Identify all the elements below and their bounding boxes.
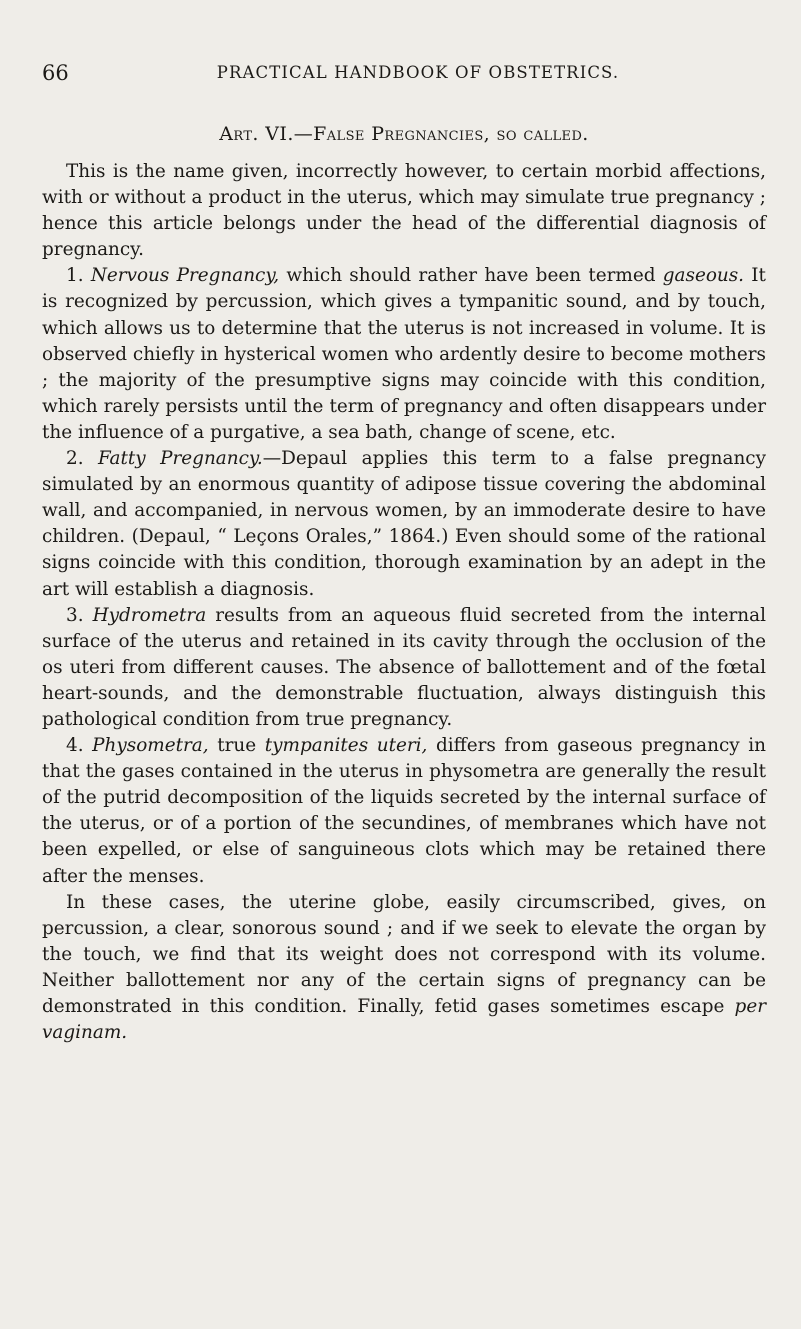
paragraph-intro — [42, 159, 766, 263]
running-head — [42, 60, 766, 86]
term-gaseous: gaseous. — [662, 265, 745, 287]
term-hydrometra: Hydrometra — [92, 604, 207, 626]
paragraph-text: results from an aqueous fluid secreted from the internal surface of the uterus and retained in its cavity through the occlusion of the os uteri from different causes. The absence of ballottement and of the fœtal heart-sounds, and the demonstrable fluctuation, always distinguish this pathological condition from true pregnancy. — [42, 604, 766, 730]
paragraph-text: true — [217, 735, 257, 757]
paragraph-hydrometra — [42, 603, 766, 733]
paragraph-physometra — [42, 733, 766, 890]
paragraph-text: which should rather have been termed — [286, 265, 656, 287]
term-fatty-pregnancy: Fatty Pregnancy. — [98, 448, 263, 470]
item-number: 1. — [66, 265, 84, 287]
article-heading — [42, 121, 766, 147]
item-number: 3. — [66, 604, 84, 626]
paragraph-text: This is the name given, incorrectly however, to certain morbid affections, with or without a product in the uterus, which may simulate true pregnancy ; hence this article belongs under the head of the differential diagnosis of pregnancy. — [42, 161, 766, 261]
paragraph-text: differs from gaseous pregnancy in that the gases contained in the uterus in physometra are generally the result of the putrid decomposition of the liquids secreted by the internal surface of the uterus, or of a portion of the secundines, of membranes which have not been expelled, or else of sanguineous clots which may be retained there after the menses. — [42, 735, 766, 887]
term-per-vaginam: per vaginam. — [42, 996, 766, 1044]
body-text — [42, 159, 766, 1046]
paragraph-physometra-signs — [42, 890, 766, 1047]
page-number: 66 — [42, 61, 69, 85]
article-title: False Pregnancies, so called. — [313, 123, 589, 145]
item-number: 2. — [66, 448, 84, 470]
term-nervous-pregnancy: Nervous Pregnancy, — [90, 265, 280, 287]
paragraph-text: —Depaul applies this term to a false pregnancy simulated by an enormous quantity of adipose tissue covering the abdominal wall, and accompanied, in nervous women, by an immoderate desire to have children. (Depaul, “ Leçons Orales,” 1864.) Even should some of the rational signs coincide with this condition, thorough examination by an adept in the art will establish a diagnosis. — [42, 448, 766, 600]
item-number: 4. — [66, 735, 84, 757]
paragraph-nervous-pregnancy — [42, 263, 766, 446]
running-title: PRACTICAL HANDBOOK OF OBSTETRICS. — [216, 63, 620, 82]
paragraph-fatty-pregnancy — [42, 446, 766, 603]
term-physometra: Physometra, — [92, 735, 209, 757]
paragraph-text: It is recognized by percussion, which gives a tympanitic sound, and by touch, which allows us to determine that the uterus is not increased in volume. It is observed chiefly in hysterical women who ardently desire to become mothers ; the majority of the presumptive signs may coincide with this condition, which rarely persists until the term of pregnancy and often disappears under the influence of a purgative, a sea bath, change of scene, etc. — [42, 265, 766, 443]
paragraph-text: In these cases, the uterine globe, easily circumscribed, gives, on percussion, a clear, sonorous sound ; and if we seek to elevate the organ by the touch, we find that its weight does not correspond with its volume. Neither ballottement nor any of the certain signs of pregnancy can be demonstrated in this condition. Finally, fetid gases sometimes escape — [42, 891, 766, 1017]
article-number: Art. VI.— — [219, 123, 314, 145]
term-tympanites-uteri: tympanites uteri, — [264, 735, 428, 757]
